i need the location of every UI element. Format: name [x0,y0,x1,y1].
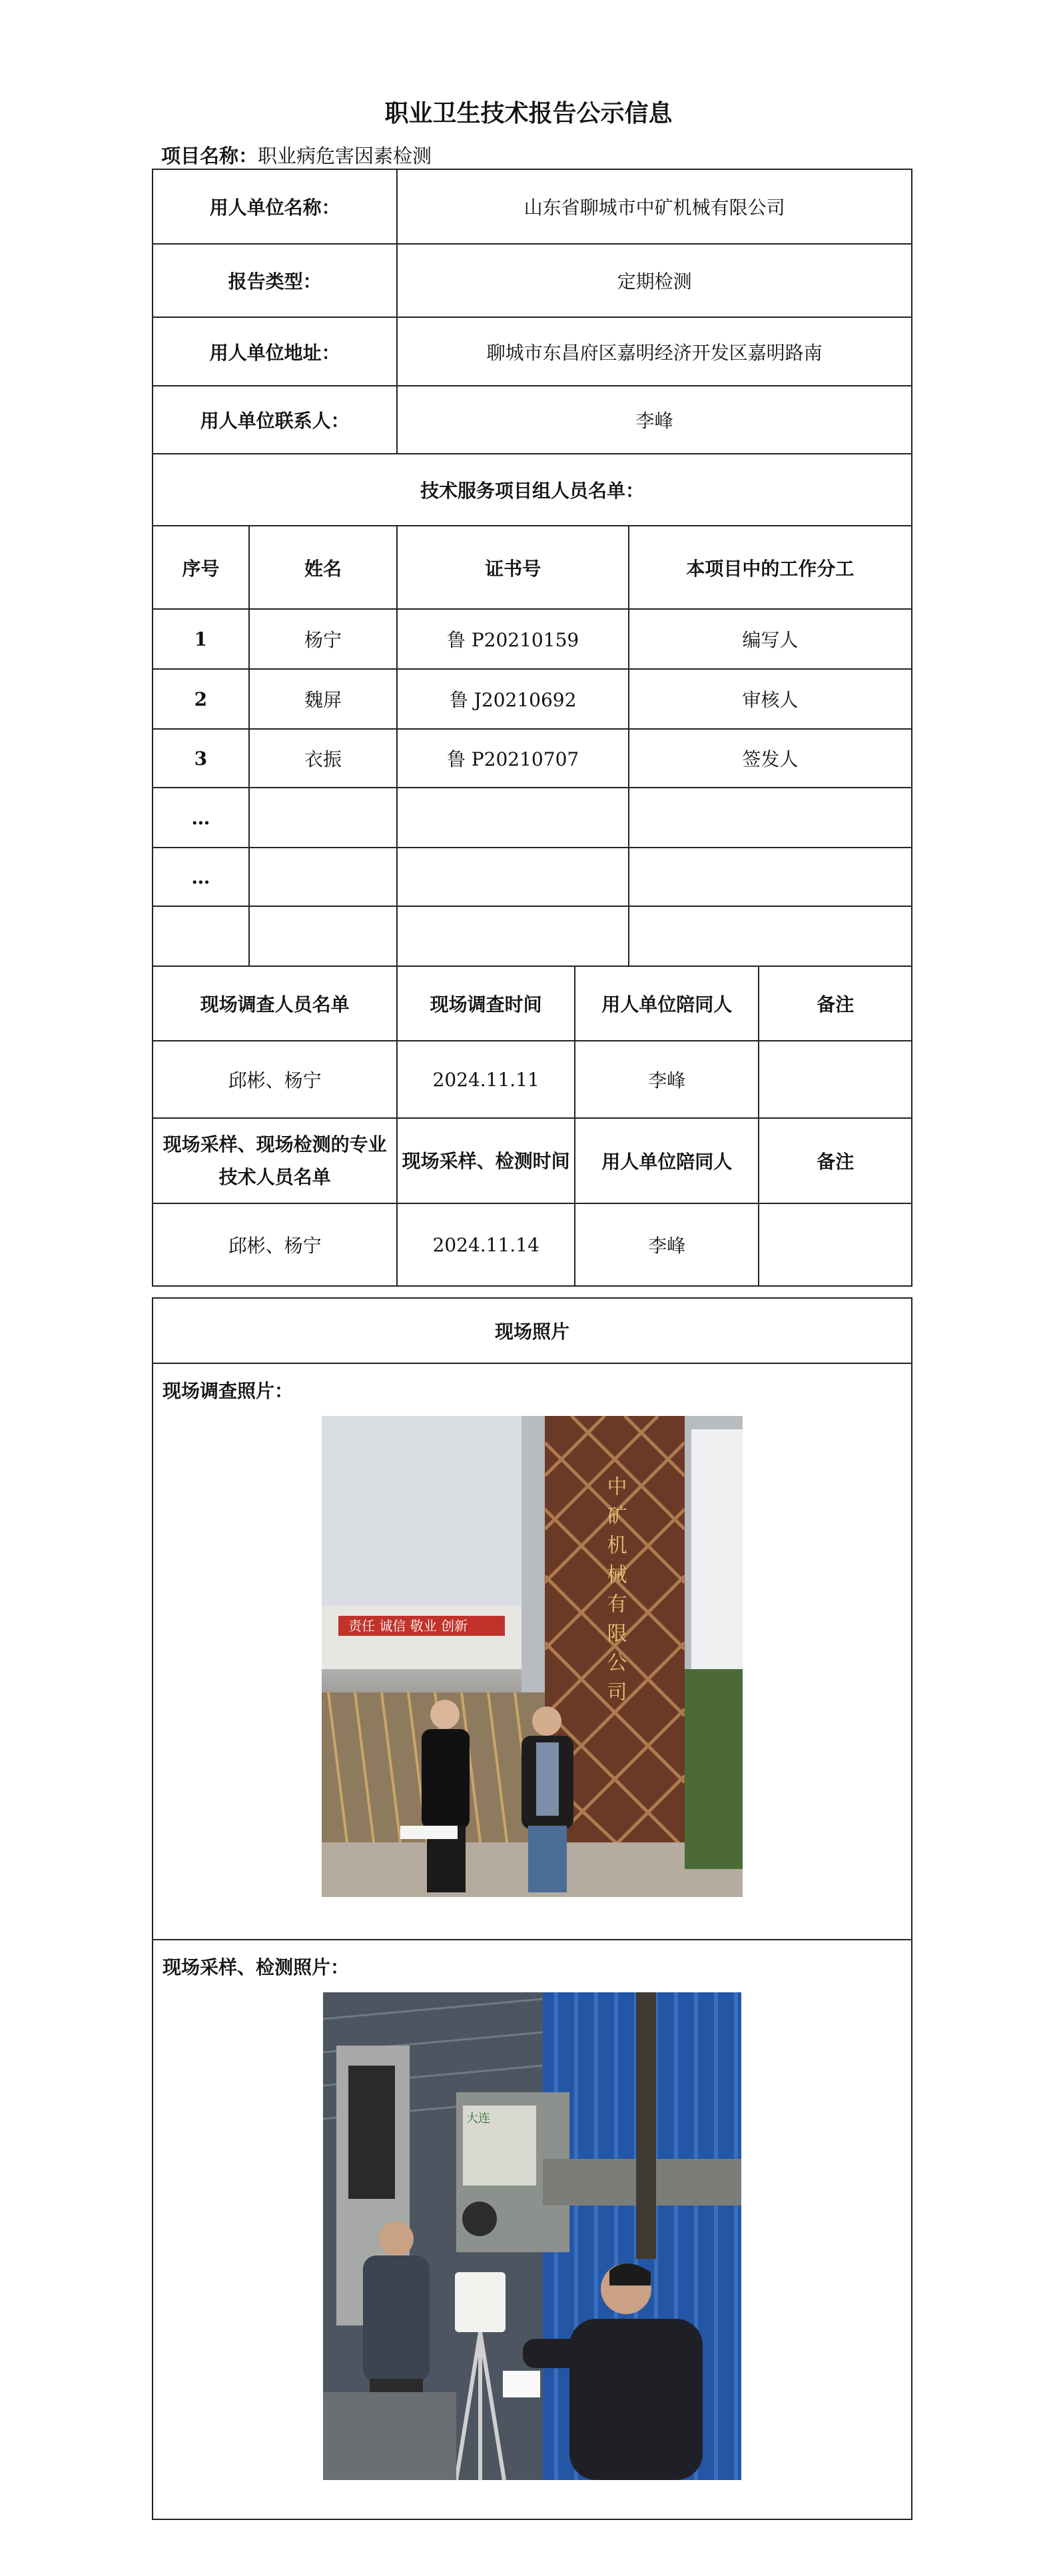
col-header: 备注 [759,1118,912,1203]
cell-cert [397,906,629,966]
survey-date: 2024.11.11 [397,1041,575,1118]
table-row [153,788,912,848]
meter-brand: 大连 [466,2112,490,2126]
project-label: 项目名称： [161,145,258,167]
info-value: 李峰 [397,386,912,454]
sampling-photo-cell [153,1992,912,2519]
info-row [153,169,912,244]
cell-name: 魏屏 [249,669,398,729]
cell-name: 衣振 [249,729,398,788]
col-header: 本项目中的工作分工 [629,526,912,609]
cell-name [249,848,398,906]
col-header: 序号 [153,526,249,609]
sampling-header-row [153,1118,912,1203]
table-row [153,609,912,669]
team-header-row [153,526,912,609]
cell-role: 审核人 [629,669,912,729]
info-row [153,244,912,317]
photo-table [152,1297,912,2520]
cell-index: 3 [153,729,249,788]
team-heading: 技术服务项目组人员名单： [153,454,912,526]
sampling-photo-caption: 现场采样、检测照片： [153,1940,912,1992]
col-header: 用人单位陪同人 [575,966,759,1041]
col-header: 现场调查人员名单 [153,966,397,1041]
col-header: 姓名 [249,526,398,609]
table-row [153,906,912,966]
survey-staff: 邱彬、杨宁 [153,1041,397,1118]
survey-photo-cell [153,1416,912,1940]
cell-cert [397,848,629,906]
cell-role [629,906,912,966]
cell-index: 2 [153,669,249,729]
info-value: 山东省聊城市中矿机械有限公司 [397,169,912,244]
gate-text: 中矿机械有限公司 [603,1476,627,1710]
survey-photo-caption: 现场调查照片： [153,1363,912,1416]
info-label: 报告类型： [153,244,397,317]
photos-heading: 现场照片 [153,1298,912,1363]
col-header: 证书号 [397,526,629,609]
col-header: 备注 [759,966,912,1041]
col-header: 现场采样、现场检测的专业技术人员名单 [153,1118,397,1203]
survey-header-row [153,966,912,1041]
survey-companion: 李峰 [575,1041,759,1118]
cell-index [153,906,249,966]
info-row [153,317,912,386]
project-value: 职业病危害因素检测 [258,145,432,167]
cell-cert: 鲁 J20210692 [397,669,629,729]
col-header: 现场调查时间 [397,966,575,1041]
info-row [153,386,912,454]
table-row [153,848,912,906]
cell-role [629,788,912,848]
cell-role: 签发人 [629,729,912,788]
cell-cert: 鲁 P20210707 [397,729,629,788]
cell-name [249,788,398,848]
info-label: 用人单位联系人： [153,386,397,454]
cell-cert [397,788,629,848]
cell-role: 编写人 [629,609,912,669]
sampling-companion: 李峰 [575,1203,759,1286]
cell-index: … [153,788,249,848]
cell-role [629,848,912,906]
table-row [153,729,912,788]
info-value: 定期检测 [397,244,912,317]
table-row [153,669,912,729]
survey-photo [322,1416,743,1897]
sampling-photo-art [323,1992,741,2480]
survey-row [153,1041,912,1118]
sampling-photo [323,1992,741,2480]
survey-note [759,1041,912,1118]
col-header: 现场采样、检测时间 [397,1118,575,1203]
info-label: 用人单位名称： [153,169,397,244]
cell-index: 1 [153,609,249,669]
page-title: 职业卫生技术报告公示信息 [384,99,673,127]
info-label: 用人单位地址： [153,317,397,386]
col-header: 用人单位陪同人 [575,1118,759,1203]
sampling-note [759,1203,912,1286]
project-name [161,141,432,169]
sampling-row [153,1203,912,1286]
info-table [152,169,912,1287]
survey-photo-art [322,1416,743,1897]
cell-cert: 鲁 P20210159 [397,609,629,669]
cell-name [249,906,398,966]
company-sign-text: 责任 诚信 敬业 创新 [348,1618,468,1634]
cell-index: … [153,848,249,906]
info-value: 聊城市东昌府区嘉明经济开发区嘉明路南 [397,317,912,386]
cell-name: 杨宁 [249,609,398,669]
sampling-staff: 邱彬、杨宁 [153,1203,397,1286]
sampling-date: 2024.11.14 [397,1203,575,1286]
